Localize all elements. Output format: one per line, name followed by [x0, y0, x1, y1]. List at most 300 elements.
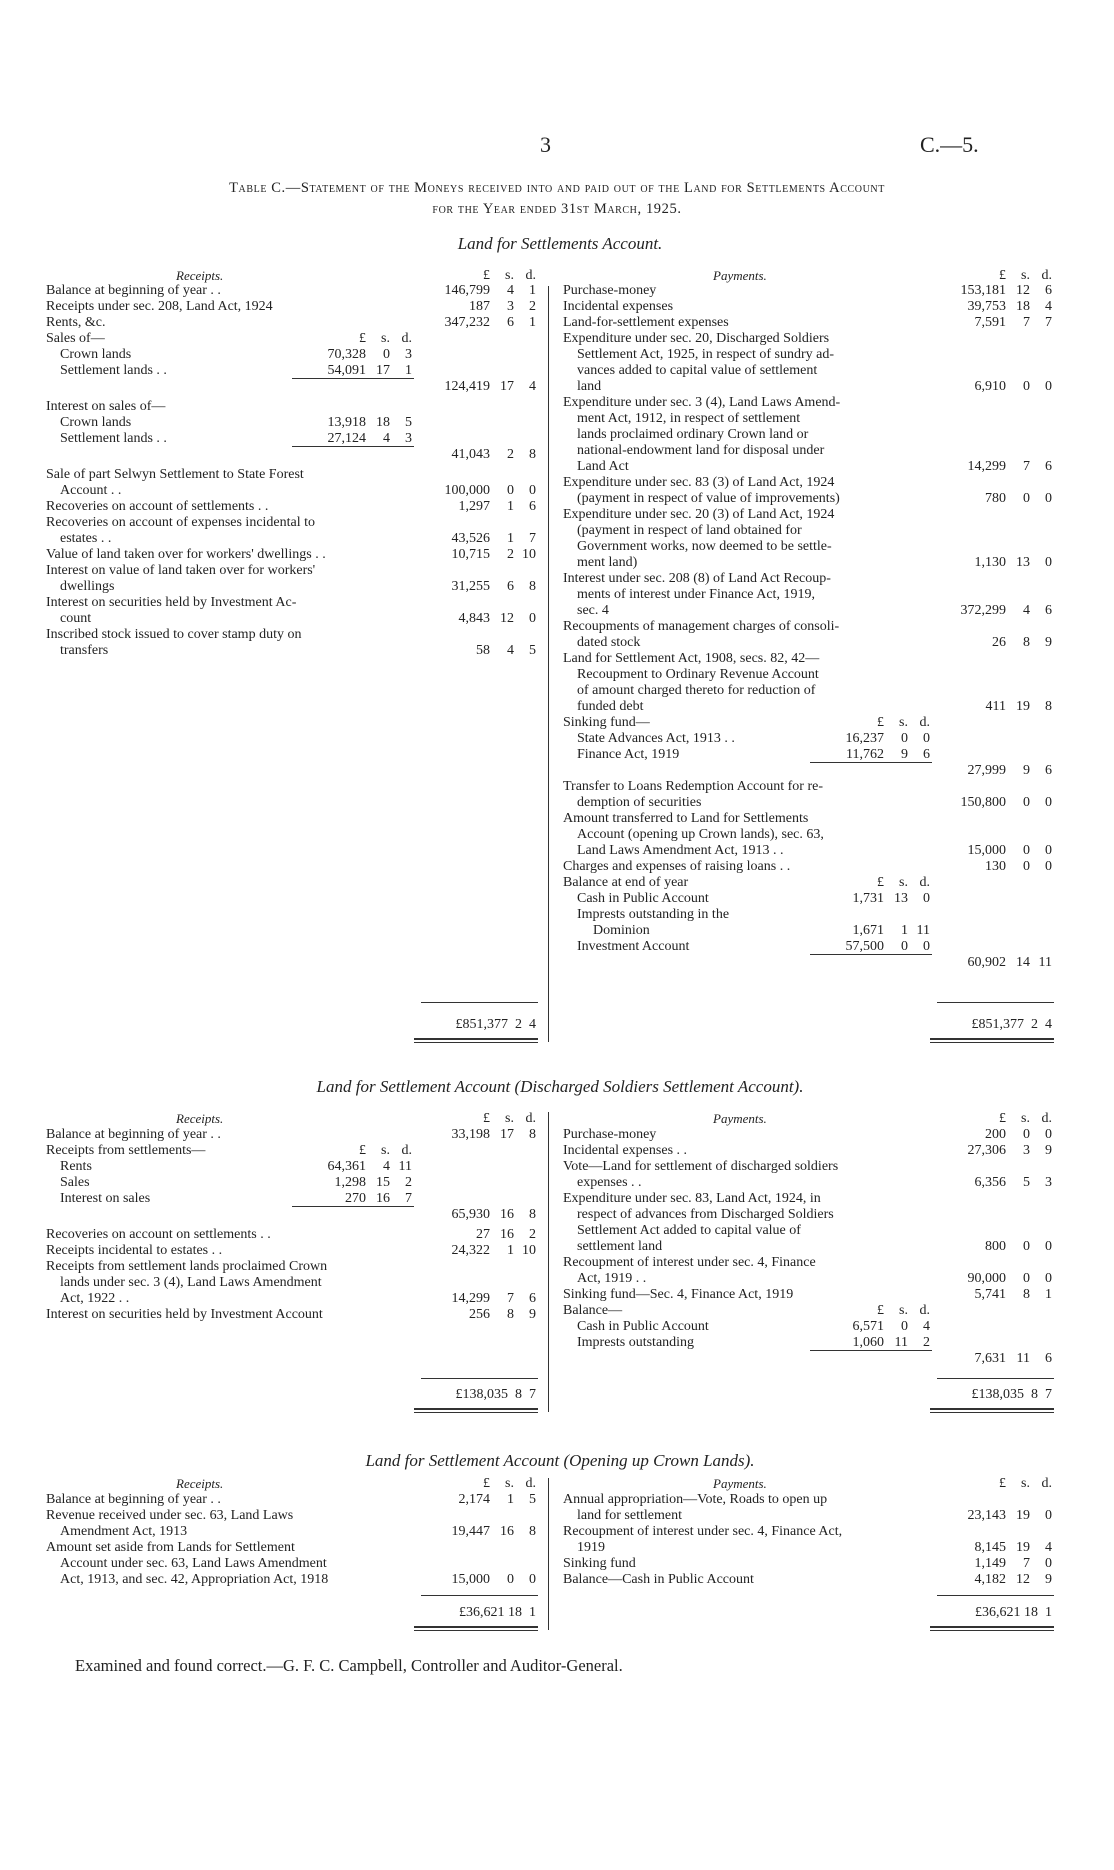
receipts-amount-pounds: 58 [476, 643, 490, 658]
payments-amount-shillings: 0 [1023, 1239, 1030, 1254]
payments-sub-column-header-shillings: s. [899, 875, 908, 890]
receipts-line-label: Receipts from settlement lands proclaimed Crown [46, 1259, 328, 1274]
payments-amount-pence: 0 [1045, 555, 1052, 570]
receipts-sub-amount-pounds: 27,124 [327, 431, 366, 446]
payments-line-label: Finance Act, 1919 [577, 747, 680, 762]
payments-amount [936, 1540, 1052, 1556]
receipts-sub-amount [296, 1159, 412, 1175]
receipts-line-label: count [60, 611, 92, 626]
payments-amount-pence: 0 [1045, 795, 1052, 810]
receipts-amount [420, 611, 536, 627]
receipts-amount-pence: 8 [529, 447, 536, 462]
payments-amount-shillings: 7 [1023, 315, 1030, 330]
payments-sub-column-header-pounds: £ [877, 1303, 884, 1318]
payments-total-rule [937, 1002, 1054, 1003]
receipts-sub-amount-pence: 7 [405, 1191, 412, 1206]
payments-sub-amount-shillings: 11 [894, 1335, 908, 1350]
receipts-column-header-pounds: £ [483, 1111, 490, 1126]
receipts-double-rule [414, 1042, 538, 1043]
receipts-amount-pounds: 4,843 [458, 611, 490, 626]
payments-sub-column-header-shillings: s. [899, 715, 908, 730]
receipts-line-label: Act, 1913, and sec. 42, Appropriation Act, 1918 [60, 1572, 329, 1587]
receipts-amount-shillings: 17 [500, 1127, 514, 1142]
payments-sub-amount [814, 1335, 930, 1351]
payments-line-label: of amount charged thereto for reduction of [577, 683, 816, 698]
receipts-amount-shillings: 6 [507, 579, 514, 594]
receipts-amount [420, 315, 536, 331]
receipts-sub-amount [296, 347, 412, 363]
payments-line-label: Act, 1919 . . [577, 1271, 647, 1286]
payments-line-label: respect of advances from Discharged Soldiers [577, 1207, 834, 1222]
receipts-amount-pounds: 19,447 [451, 1524, 490, 1539]
payments-amount-pence: 9 [1045, 1572, 1052, 1587]
payments-amount-pounds: 23,143 [967, 1508, 1006, 1523]
receipts-sub-amount-pounds: 70,328 [327, 347, 366, 362]
payments-line-label: Sinking fund—Sec. 4, Finance Act, 1919 [563, 1287, 794, 1302]
payments-line-label: Expenditure under sec. 20, Discharged Soldiers [563, 331, 830, 346]
payments-amount-shillings: 8 [1023, 635, 1030, 650]
payments-amount-pence: 3 [1045, 1175, 1052, 1190]
receipts-line-label: Interest on securities held by Investment Ac- [46, 595, 297, 610]
payments-sub-column-header [814, 715, 930, 731]
payments-line-label: Expenditure under sec. 3 (4), Land Laws Amend- [563, 395, 841, 410]
receipts-line-label: Settlement lands . . [60, 363, 167, 378]
payments-line-label: Sinking fund [563, 1556, 636, 1571]
receipts-sub-amount-pounds: 1,298 [334, 1175, 366, 1190]
payments-line-label: Recoupment to Ordinary Revenue Account [577, 667, 819, 682]
receipts-sub-amount-shillings: 15 [376, 1175, 390, 1190]
payments-subtotal-rule [810, 954, 932, 955]
receipts-sub-column-header-pence: d. [401, 331, 412, 346]
receipts-amount-shillings: 8 [507, 1307, 514, 1322]
receipts-column-header-shillings: s. [505, 268, 514, 283]
receipts-amount-pounds: 43,526 [451, 531, 490, 546]
receipts-double-rule [414, 1630, 538, 1631]
receipts-line-label: dwellings [60, 579, 115, 594]
payments-line-label: Recoupment of interest under sec. 4, Finance Act, [563, 1524, 843, 1539]
receipts-amount-shillings: 16 [500, 1207, 514, 1222]
payments-line-label: settlement land [577, 1239, 663, 1254]
payments-line-label: Balance—Cash in Public Account [563, 1572, 754, 1587]
payments-line-label: Settlement Act, 1925, in respect of sundry ad- [577, 347, 834, 362]
payments-column-header-shillings: s. [1021, 268, 1030, 283]
payments-amount-pounds: 27,999 [967, 763, 1006, 778]
receipts-sub-amount-pounds: 270 [345, 1191, 366, 1206]
receipts-amount-pounds: 27 [476, 1227, 490, 1242]
receipts-column-header-pounds: £ [483, 268, 490, 283]
receipts-line-label: Recoveries on account of settlements . . [46, 499, 269, 514]
receipts-total-rule [421, 1595, 538, 1596]
payments-sub-amount-pence: 4 [923, 1319, 930, 1334]
payments-amount [936, 1175, 1052, 1191]
payments-amount-pounds: 130 [985, 859, 1006, 874]
receipts-amount [420, 547, 536, 563]
receipts-sub-amount-pence: 5 [405, 415, 412, 430]
payments-amount [936, 459, 1052, 475]
receipts-amount-shillings: 2 [507, 447, 514, 462]
payments-sub-column-header-pounds: £ [877, 715, 884, 730]
payments-header: Payments. [713, 1476, 767, 1491]
payments-column-header [936, 1476, 1052, 1492]
payments-line-label: ment land) [577, 555, 638, 570]
payments-amount-pence: 6 [1045, 459, 1052, 474]
receipts-amount-pounds: 10,715 [451, 547, 490, 562]
payments-amount-pence: 1 [1045, 1287, 1052, 1302]
payments-amount-pounds: 7,591 [974, 315, 1006, 330]
payments-sub-amount-pounds: 1,731 [852, 891, 884, 906]
payments-amount-shillings: 19 [1016, 1508, 1030, 1523]
payments-amount [936, 1271, 1052, 1287]
payments-sub-amount-pounds: 1,671 [852, 923, 884, 938]
payments-amount-shillings: 7 [1023, 1556, 1030, 1571]
receipts-total: £138,035 8 7 [455, 1387, 536, 1402]
payments-line-label: demption of securities [577, 795, 702, 810]
section-3-title: Land for Settlement Account (Opening up Crown Lands). [365, 1451, 755, 1470]
receipts-amount-pounds: 124,419 [444, 379, 490, 394]
receipts-sub-amount-shillings: 0 [383, 347, 390, 362]
payments-sub-column-header-pounds: £ [877, 875, 884, 890]
payments-amount-pounds: 26 [992, 635, 1006, 650]
payments-amount-pence: 6 [1045, 763, 1052, 778]
receipts-amount [420, 643, 536, 659]
receipts-amount-pence: 5 [529, 1492, 536, 1507]
payments-sub-amount-pence: 11 [916, 923, 930, 938]
payments-sub-amount [814, 923, 930, 939]
payments-amount [936, 1351, 1052, 1367]
receipts-amount [420, 1291, 536, 1307]
receipts-line-label: Act, 1922 . . [60, 1291, 130, 1306]
receipts-line-label: Settlement lands . . [60, 431, 167, 446]
receipts-amount-pence: 8 [529, 1127, 536, 1142]
payments-amount [936, 955, 1052, 971]
receipts-amount-shillings: 3 [507, 299, 514, 314]
payments-amount-pounds: 780 [985, 491, 1006, 506]
payments-amount-shillings: 0 [1023, 843, 1030, 858]
payments-sub-amount-pence: 2 [923, 1335, 930, 1350]
payments-amount-shillings: 7 [1023, 459, 1030, 474]
receipts-amount-pence: 6 [529, 499, 536, 514]
payments-line-label: Imprests outstanding in the [577, 907, 730, 922]
receipts-amount-pence: 10 [522, 547, 536, 562]
receipts-line-label: Rents, &c. [46, 315, 106, 330]
receipts-sub-amount-pounds: 13,918 [327, 415, 366, 430]
receipts-sub-amount-pounds: 64,361 [327, 1159, 366, 1174]
payments-amount-pence: 6 [1045, 1351, 1052, 1366]
column-divider [548, 1478, 549, 1630]
payments-amount-shillings: 13 [1016, 555, 1030, 570]
payments-total-rule [937, 1378, 1054, 1379]
payments-line-label: Expenditure under sec. 83 (3) of Land Act, 1924 [563, 475, 835, 490]
receipts-amount-pence: 1 [529, 283, 536, 298]
receipts-total-rule [421, 1002, 538, 1003]
payments-amount-pence: 9 [1045, 635, 1052, 650]
column-divider [548, 286, 549, 1042]
receipts-amount-shillings: 16 [500, 1227, 514, 1242]
receipts-sub-column-header-pounds: £ [359, 1143, 366, 1158]
payments-amount-pounds: 90,000 [967, 1271, 1006, 1286]
payments-double-rule [930, 1042, 1054, 1043]
payments-sub-amount-pence: 6 [923, 747, 930, 762]
receipts-line-label: Interest on securities held by Investment Account [46, 1307, 323, 1322]
payments-line-label: Expenditure under sec. 20 (3) of Land Act, 1924 [563, 507, 835, 522]
payments-amount-pounds: 6,910 [974, 379, 1006, 394]
receipts-column-header-pence: d. [525, 1476, 536, 1491]
receipts-sub-column-header-pence: d. [401, 1143, 412, 1158]
receipts-amount-pounds: 33,198 [451, 1127, 490, 1142]
payments-sub-column-header-pence: d. [919, 1303, 930, 1318]
receipts-line-label: Balance at beginning of year . . [46, 1492, 221, 1507]
receipts-amount-shillings: 4 [507, 283, 514, 298]
payments-line-label: land [577, 379, 602, 394]
payments-total-rule [937, 1595, 1054, 1596]
payments-column-header-pounds: £ [999, 268, 1006, 283]
receipts-line-label: Amount set aside from Lands for Settlement [46, 1540, 295, 1555]
payments-line-label: Annual appropriation—Vote, Roads to open up [563, 1492, 828, 1507]
payments-line-label: funded debt [577, 699, 644, 714]
payments-sub-column-header-pence: d. [919, 715, 930, 730]
payments-sub-column-header [814, 1303, 930, 1319]
payments-amount-pence: 4 [1045, 299, 1052, 314]
receipts-line-label: Balance at beginning of year . . [46, 1127, 221, 1142]
receipts-amount-shillings: 6 [507, 315, 514, 330]
payments-amount-pounds: 14,299 [967, 459, 1006, 474]
payments-amount-pounds: 15,000 [967, 843, 1006, 858]
payments-amount-shillings: 11 [1016, 1351, 1030, 1366]
receipts-amount-pence: 8 [529, 1524, 536, 1539]
payments-amount-pounds: 7,631 [974, 1351, 1006, 1366]
payments-amount [936, 1572, 1052, 1588]
receipts-amount-pence: 0 [529, 1572, 536, 1587]
receipts-subtotal-rule [292, 446, 414, 447]
payments-amount [936, 763, 1052, 779]
section-2-title: Land for Settlement Account (Discharged Soldiers Settlement Account). [316, 1077, 804, 1096]
payments-line-label: (payment in respect of land obtained for [577, 523, 802, 538]
receipts-line-label: Recoveries on account of expenses incidental to [46, 515, 316, 530]
receipts-double-rule [414, 1038, 538, 1040]
payments-amount-pounds: 411 [985, 699, 1006, 714]
payments-line-label: ments of interest under Finance Act, 1919, [577, 587, 815, 602]
payments-amount-pence: 11 [1038, 955, 1052, 970]
receipts-amount-pence: 8 [529, 579, 536, 594]
receipts-amount [420, 283, 536, 299]
payments-amount-shillings: 0 [1023, 795, 1030, 810]
payments-line-label: Balance at end of year [563, 875, 689, 890]
payments-amount-shillings: 19 [1016, 699, 1030, 714]
payments-sub-column-header-pence: d. [919, 875, 930, 890]
payments-amount [936, 1127, 1052, 1143]
receipts-amount-shillings: 1 [507, 1243, 514, 1258]
payments-line-label: Account (opening up Crown lands), sec. 63, [577, 827, 824, 842]
receipts-header: Receipts. [176, 268, 224, 283]
payments-line-label: expenses . . [577, 1175, 642, 1190]
payments-amount [936, 699, 1052, 715]
payments-sub-amount-pence: 0 [923, 939, 930, 954]
payments-amount [936, 635, 1052, 651]
receipts-line-label: Interest on value of land taken over for workers' [46, 563, 316, 578]
receipts-amount [420, 1243, 536, 1259]
page-number: 3 [540, 132, 551, 157]
receipts-line-label: Revenue received under sec. 63, Land Laws [46, 1508, 294, 1523]
payments-amount-pence: 0 [1045, 1556, 1052, 1571]
payments-amount-pounds: 39,753 [967, 299, 1006, 314]
receipts-amount-shillings: 1 [507, 1492, 514, 1507]
receipts-sub-amount-pounds: 54,091 [327, 363, 366, 378]
receipts-total-rule [421, 1378, 538, 1379]
payments-sub-amount [814, 731, 930, 747]
receipts-column-header-pence: d. [525, 1111, 536, 1126]
receipts-amount-pence: 1 [529, 315, 536, 330]
payments-line-label: Amount transferred to Land for Settlements [563, 811, 809, 826]
receipts-line-label: Sales [60, 1175, 90, 1190]
payments-amount-shillings: 9 [1023, 763, 1030, 778]
payments-amount [936, 843, 1052, 859]
receipts-line-label: Account . . [60, 483, 122, 498]
receipts-amount-pounds: 65,930 [451, 1207, 490, 1222]
payments-sub-amount [814, 939, 930, 955]
payments-amount-pence: 0 [1045, 859, 1052, 874]
receipts-amount-shillings: 0 [507, 1572, 514, 1587]
table-title-line2: for the Year ended 31st March, 1925. [432, 201, 682, 217]
payments-amount-shillings: 5 [1023, 1175, 1030, 1190]
payments-line-label: State Advances Act, 1913 . . [577, 731, 735, 746]
payments-line-label: Sinking fund— [563, 715, 650, 730]
payments-line-label: Purchase-money [563, 283, 657, 298]
payments-amount-shillings: 12 [1016, 1572, 1030, 1587]
payments-line-label: Expenditure under sec. 83, Land Act, 1924, in [563, 1191, 821, 1206]
receipts-line-label: Amendment Act, 1913 [60, 1524, 188, 1539]
receipts-column-header [420, 268, 536, 284]
payments-amount [936, 1556, 1052, 1572]
column-divider [548, 1112, 549, 1412]
payments-line-label: Land-for-settlement expenses [563, 315, 729, 330]
receipts-sub-amount-shillings: 18 [376, 415, 390, 430]
payments-amount [936, 299, 1052, 315]
payments-sub-amount-pounds: 6,571 [852, 1319, 884, 1334]
receipts-column-header-pence: d. [525, 268, 536, 283]
receipts-amount-shillings: 7 [507, 1291, 514, 1306]
payments-subtotal-rule [810, 1350, 932, 1351]
payments-line-label: Land Act [577, 459, 629, 474]
payments-amount-pounds: 60,902 [967, 955, 1006, 970]
payments-line-label: Balance— [563, 1303, 623, 1318]
payments-column-header-pounds: £ [999, 1111, 1006, 1126]
payments-amount-pence: 6 [1045, 603, 1052, 618]
receipts-sub-amount-pence: 2 [405, 1175, 412, 1190]
payments-amount-pounds: 372,299 [960, 603, 1006, 618]
payments-sub-amount-pence: 0 [923, 891, 930, 906]
payments-amount-pence: 6 [1045, 283, 1052, 298]
payments-line-label: Interest under sec. 208 (8) of Land Act Recoup- [563, 571, 831, 586]
payments-column-header-pounds: £ [999, 1476, 1006, 1491]
receipts-amount [420, 1127, 536, 1143]
payments-line-label: Incidental expenses [563, 299, 674, 314]
receipts-double-rule [414, 1408, 538, 1410]
receipts-amount [420, 1524, 536, 1540]
payments-sub-amount-pounds: 16,237 [845, 731, 884, 746]
payments-line-label: lands proclaimed ordinary Crown land or [577, 427, 809, 442]
payments-line-label: land for settlement [577, 1508, 682, 1523]
receipts-amount-pence: 0 [529, 483, 536, 498]
payments-column-header [936, 268, 1052, 284]
receipts-sub-amount-pence: 3 [405, 347, 412, 362]
receipts-sub-amount [296, 1175, 412, 1191]
receipts-line-label: Sales of— [46, 331, 105, 346]
payments-double-rule [930, 1626, 1054, 1628]
payments-line-label: national-endowment land for disposal under [577, 443, 825, 458]
payments-line-label: Recoupments of management charges of consoli- [563, 619, 840, 634]
receipts-line-label: Inscribed stock issued to cover stamp duty on [46, 627, 302, 642]
payments-amount-pounds: 27,306 [967, 1143, 1006, 1158]
payments-amount-pounds: 800 [985, 1239, 1006, 1254]
payments-amount-shillings: 0 [1023, 859, 1030, 874]
payments-sub-amount-shillings: 1 [901, 923, 908, 938]
payments-line-label: Dominion [593, 923, 650, 938]
payments-sub-amount-pounds: 11,762 [846, 747, 884, 762]
payments-line-label: Land Laws Amendment Act, 1913 . . [577, 843, 784, 858]
payments-double-rule [930, 1038, 1054, 1040]
receipts-sub-amount-shillings: 4 [383, 1159, 390, 1174]
receipts-sub-column-header-shillings: s. [381, 331, 390, 346]
payments-column-header-pence: d. [1041, 1476, 1052, 1491]
payments-line-label: Cash in Public Account [577, 1319, 709, 1334]
auditor-certification: Examined and found correct.—G. F. C. Campbell, Controller and Auditor-General. [75, 1656, 623, 1675]
payments-amount-pounds: 1,130 [974, 555, 1006, 570]
receipts-column-header-shillings: s. [505, 1476, 514, 1491]
payments-sub-amount-shillings: 0 [901, 731, 908, 746]
payments-sub-column-header [814, 875, 930, 891]
receipts-sub-amount [296, 415, 412, 431]
payments-amount-shillings: 3 [1023, 1143, 1030, 1158]
payments-subtotal-rule [810, 762, 932, 763]
receipts-amount-shillings: 16 [500, 1524, 514, 1539]
payments-header: Payments. [713, 1111, 767, 1126]
payments-double-rule [930, 1412, 1054, 1413]
receipts-line-label: Receipts under sec. 208, Land Act, 1924 [46, 299, 273, 314]
table-title-line1: Table C.—Statement of the Moneys received into and paid out of the Land for Settlements Account [229, 180, 885, 196]
receipts-header: Receipts. [176, 1476, 224, 1491]
receipts-amount [420, 1307, 536, 1323]
payments-line-label: Settlement Act added to capital value of [577, 1223, 801, 1238]
receipts-amount-pence: 7 [529, 531, 536, 546]
receipts-column-header [420, 1111, 536, 1127]
payments-amount-shillings: 0 [1023, 1127, 1030, 1142]
receipts-amount-pence: 5 [529, 643, 536, 658]
payments-amount-shillings: 8 [1023, 1287, 1030, 1302]
payments-amount [936, 283, 1052, 299]
receipts-amount-pounds: 100,000 [444, 483, 490, 498]
receipts-line-label: Sale of part Selwyn Settlement to State Forest [46, 467, 304, 482]
payments-line-label: sec. 4 [577, 603, 609, 618]
section-1-title: Land for Settlements Account. [457, 234, 663, 253]
payments-line-label: Investment Account [577, 939, 690, 954]
receipts-amount-pounds: 146,799 [444, 283, 490, 298]
payments-total: £36,621 18 1 [975, 1605, 1052, 1620]
payments-total: £138,035 8 7 [971, 1387, 1052, 1402]
payments-column-header [936, 1111, 1052, 1127]
receipts-line-label: estates . . [60, 531, 112, 546]
receipts-sub-column-header-shillings: s. [381, 1143, 390, 1158]
receipts-sub-amount [296, 363, 412, 379]
receipts-line-label: Recoveries on account on settlements . . [46, 1227, 271, 1242]
payments-amount [936, 1143, 1052, 1159]
receipts-amount-shillings: 4 [507, 643, 514, 658]
payments-amount-shillings: 12 [1016, 283, 1030, 298]
receipts-header: Receipts. [176, 1111, 224, 1126]
payments-sub-amount-shillings: 0 [901, 1319, 908, 1334]
payments-amount-pence: 0 [1045, 379, 1052, 394]
payments-line-label: Recoupment of interest under sec. 4, Finance [563, 1255, 816, 1270]
receipts-amount [420, 447, 536, 463]
